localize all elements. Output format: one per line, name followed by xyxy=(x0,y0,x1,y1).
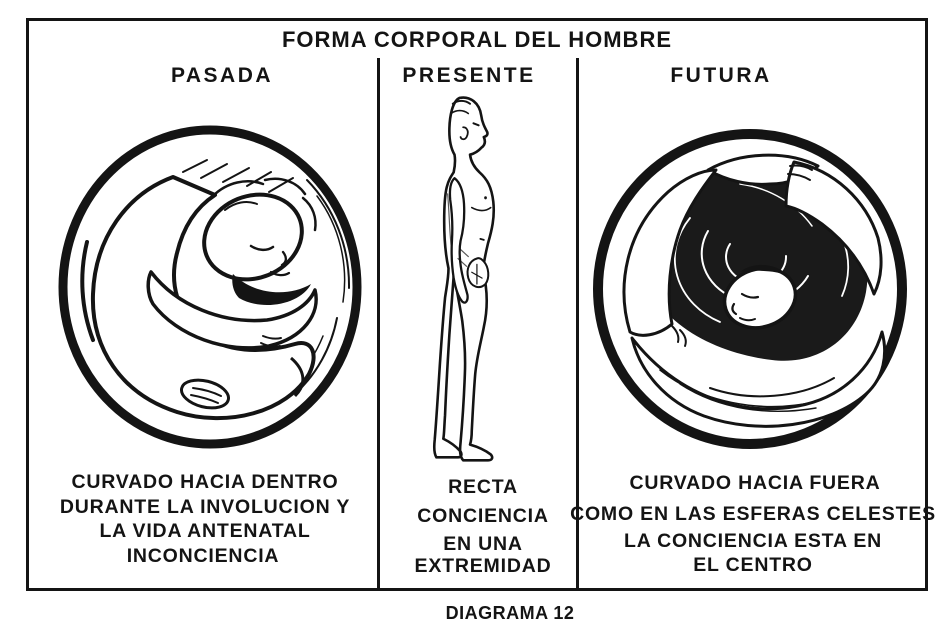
column-header-pasada: PASADA xyxy=(170,64,274,87)
pasada-caption-line-4: INCONCIENCIA xyxy=(126,545,280,567)
futura-caption-line-3: LA CONCIENCIA ESTA EN xyxy=(623,530,883,552)
futura-caption-line-2: COMO EN LAS ESFERAS CELESTES xyxy=(570,503,936,525)
pasada-caption-line-1: CURVADO HACIA DENTRO xyxy=(71,471,339,493)
pasada-caption-line-3: LA VIDA ANTENATAL xyxy=(99,520,311,542)
presente-caption-line-2: CONCIENCIA xyxy=(417,505,549,527)
presente-caption-line-3: EN UNA xyxy=(443,533,523,555)
column-header-presente: PRESENTE xyxy=(402,64,536,87)
column-divider-left xyxy=(377,58,380,591)
presente-caption-line-4: EXTREMIDAD xyxy=(414,555,552,577)
futura-caption-line-4: EL CENTRO xyxy=(693,554,813,576)
pasada-caption-line-2: DURANTE LA INVOLUCION Y xyxy=(59,496,351,518)
present-standing-man-illustration xyxy=(408,92,520,474)
past-curled-figure-illustration xyxy=(55,122,365,452)
diagram-number-label: DIAGRAMA 12 xyxy=(445,603,575,623)
futura-caption-line-1: CURVADO HACIA FUERA xyxy=(629,472,881,494)
presente-caption-line-1: RECTA xyxy=(448,476,518,498)
page-title: FORMA CORPORAL DEL HOMBRE xyxy=(281,27,673,52)
column-header-futura: FUTURA xyxy=(670,64,772,87)
future-arched-figure-illustration xyxy=(590,126,910,452)
